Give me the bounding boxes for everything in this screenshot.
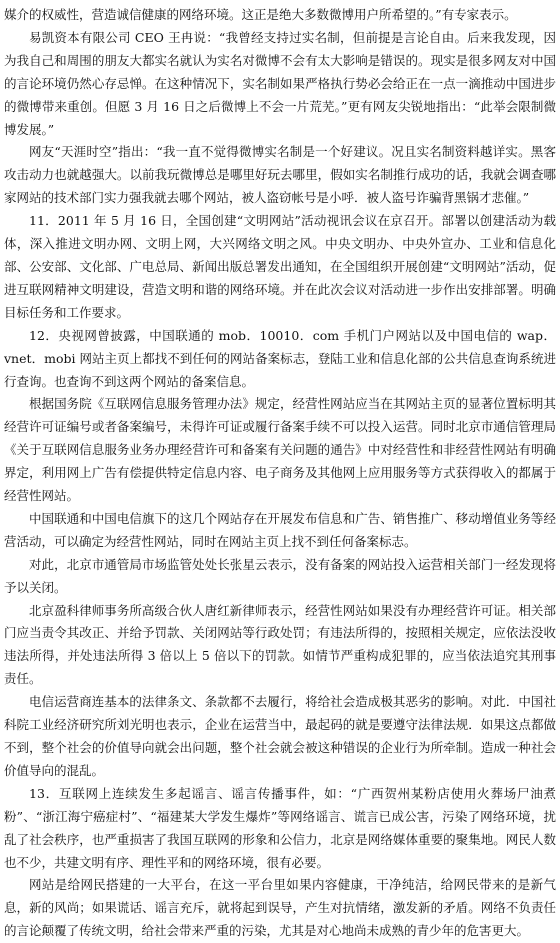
paragraph-item-11: 11．2011 年 5 月 16 日，全国创建“文明网站”活动视讯会议在京召开。部署以创建活动为载体，深入推进文明办网、文明上网，大兴网络文明之风。中央文明办、中央外宣办、工业和信息化部、公安部、文化部、广电总局、新闻出版总署发出通知，在全国组织开展创建“文明网站”活动，促进互联网精神文明建设，营造文明和谐的网络环境。并在此次会议对活动进一步作出安排部署。明确目标任务和工作要求。 xyxy=(4,213,556,320)
paragraph-expert-opinion: 电信运营商连基本的法律条文、条款都不去履行，将给社会造成极其恶劣的影响。对此．中国社科院工业经济研究所刘光明也表示，企业在运营当中，最起码的就是要遵守法律法规．如果这点都做不到，整个社会的价值导向就会出问题，整个社会就会被这种错误的企业行为所牵制。造成一种社会价值导向的混乱。 xyxy=(4,694,556,778)
paragraph-lawyer-opinion: 北京盈科律师事务所高级合伙人唐红新律师表示，经营性网站如果没有办理经营许可证。相关部门应当责令其改正、并给予罚款、关闭网站等行政处罚；有违法所得的，按照相关规定，应依法没收违法所得，并处违法所得 3 倍以上 5 倍以下的罚款。如情节严重构成犯罪的，应当依法追究其刑事责任。 xyxy=(4,602,556,687)
paragraph-continued: 媒介的权威性，营造诚信健康的网络环境。这正是绝大多数微博用户所希望的。”有专家表示。 xyxy=(4,7,517,22)
paragraph-item-13: 13．互联网上连续发生多起谣言、谣言传播事件，如：“广西贺州某粉店使用火葬场尸油煮粉”、“浙江海宁癌症村”、“福建某大学发生爆炸”等网络谣言、谎言已成公害，污染了网络环境，扰乱了社会秩序，也严重损害了我国互联网的形象和公信力，北京是网络媒体重要的聚集地。网民人数也不少，共建文明有序、理性平和的网络环境，很有必要。 xyxy=(4,785,556,870)
paragraph-item-12: 12．央视网曾披露，中国联通的 mob．10010．com 手机门户网站以及中国电信的 wap．vnet．mobi 网站主页上都找不到任何的网站备案标志，登陆工业和信息化部的公共信息查询系统进行查询。也查询不到这两个网站的备案信息。 xyxy=(4,327,556,389)
paragraph-conclusion: 网站是给网民搭建的一大平台，在这一平台里如果内容健康，干净纯洁，给网民带来的是新气息，新的风尚；如果谎话、谣言充斥，就将起到误导，产生对抗情绪，激发新的矛盾。网络不负责任的言论颠覆了传统文明，给社会带来严重的污染，尤其是对心地尚未成熟的青少年的危害更大。 xyxy=(4,877,556,939)
paragraph-operators: 中国联通和中国电信旗下的这几个网站存在开展发布信息和广告、销售推广、移动增值业务等经营活动，可以确定为经营性网站，同时在网站主页上找不到任何备案标志。 xyxy=(4,510,556,549)
paragraph-official-response: 对此，北京市通管局市场监管处处长张星云表示，没有备案的网站投入运营相关部门一经发现将予以关闭。 xyxy=(4,556,556,595)
paragraph-regulation: 根据国务院《互联网信息服务管理办法》规定，经营性网站应当在其网站主页的显著位置标明其经营许可证编号或者备案编号，未得许可证或履行备案手续不可以投入运营。同时北京市通信管理局《关于互联网信息服务业务办理经营许可和备案有关问题的通告》中对经营性和非经营性网站有明确界定，利用网上广告有偿提供特定信息内容、电子商务及其他网上应用服务等方式获得收入的都属于经营性网站。 xyxy=(4,396,556,504)
paragraph-wang-ran-quote: 易凯资本有限公司 CEO 王冉说：“我曾经支持过实名制，但前提是言论自由。后来我发现，因为我自己和周围的朋友大都实名就认为实名对微博不会有太大影响是错误的。现实是很多网友对中国的言论环境仍然心存忌惮。在这种情况下，实名制如果严格执行势必会给正在一点一滴推动中国进步的微博带来重创。但愿 3 月 16 日之后微博上不会一片荒芜。”更有网友尖锐地指出：“此举会限制微博发展。” xyxy=(4,29,556,137)
paragraph-netizen-quote: 网友“天涯时空”指出：“我一直不觉得微博实名制是一个好建议。况且实名制资料越详实。黑客攻击动力也就越强大。以前我玩微博总是哪里好玩去哪里，假如实名制推行成功的话，我就会调查哪家网站的技术部门实力强我就去哪个网站，被人盗窃帐号是小呼．被人盗号诈骗背黑锅才悲催。” xyxy=(4,144,556,206)
